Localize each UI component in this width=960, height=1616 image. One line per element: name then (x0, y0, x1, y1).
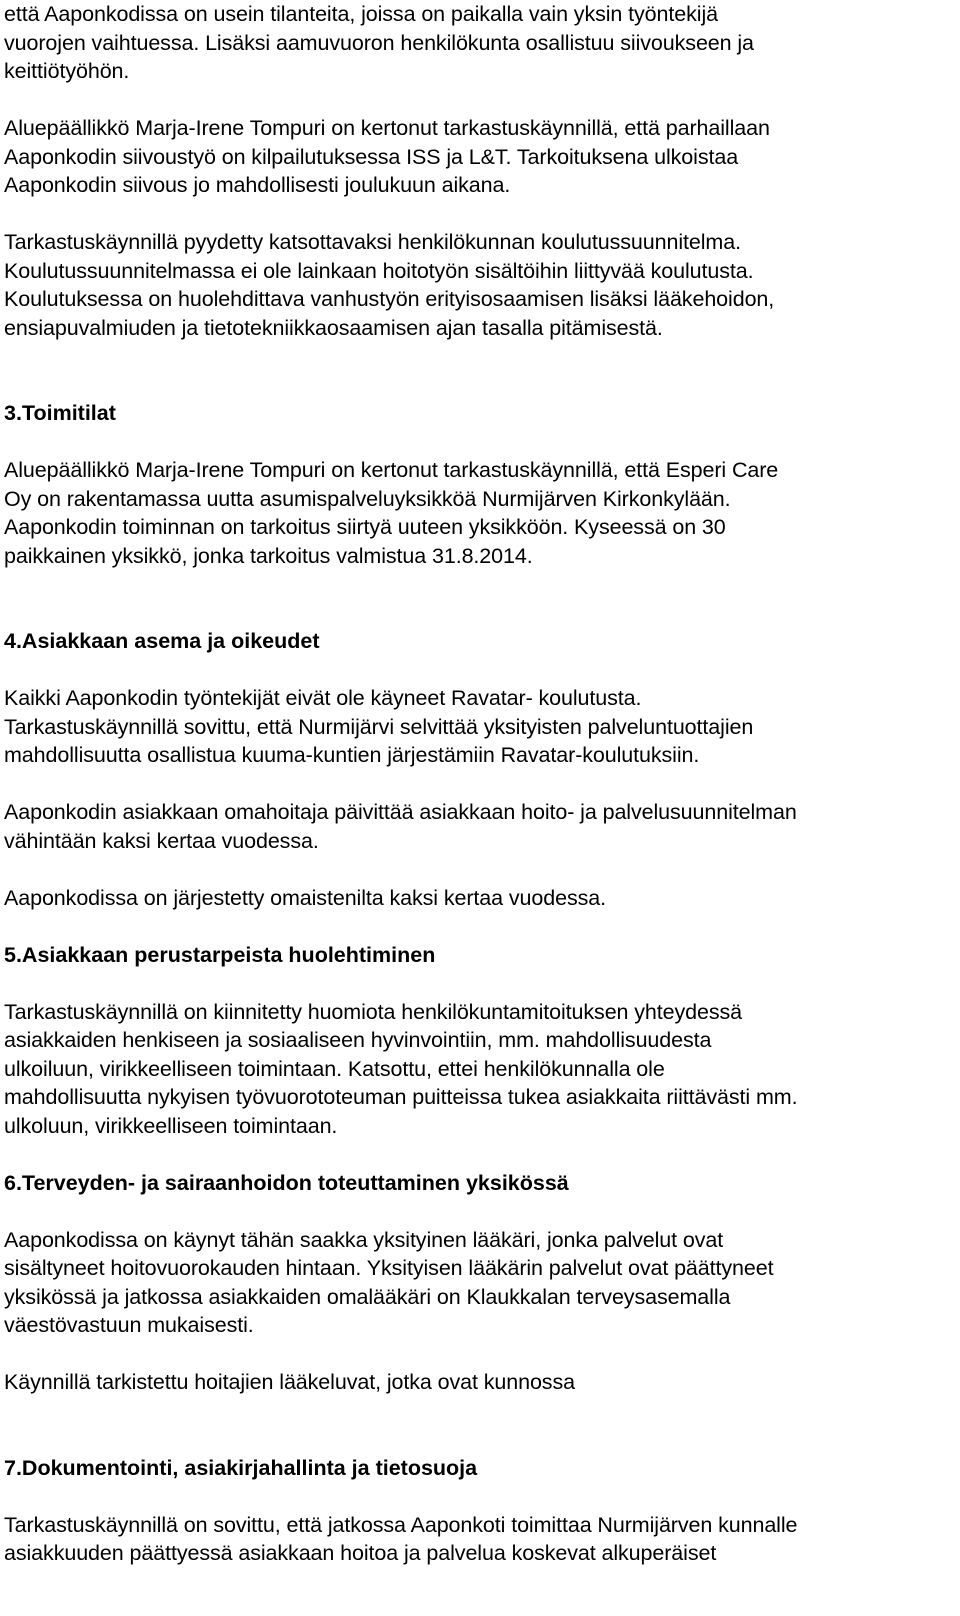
paragraph-premises (4, 456, 954, 570)
document-page (4, 0, 954, 1568)
paragraph-cleaning (4, 114, 954, 200)
text-line: Aluepäällikkö Marja-Irene Tompuri on kertonut tarkastuskäynnillä, että Esperi Care (4, 458, 779, 482)
section-heading-4: 4.Asiakkaan asema ja oikeudet (4, 629, 320, 653)
text-line: väestövastuun mukaisesti. (4, 1313, 254, 1337)
text-line: Kaikki Aaponkodin työntekijät eivät ole käyneet Ravatar- koulutusta. (4, 686, 642, 710)
text-line: asiakkuuden päättyessä asiakkaan hoitoa ja palvelua koskevat alkuperäiset (4, 1541, 717, 1565)
text-line: vuorojen vaihtuessa. Lisäksi aamuvuoron henkilökunta osallistuu siivoukseen ja (4, 30, 754, 55)
text-line: Koulutuksessa on huolehdittava vanhustyön erityisosaamisen lisäksi lääkehoidon, (4, 287, 775, 311)
text-line: asiakkaiden henkiseen ja sosiaaliseen hyvinvointiin, mm. mahdollisuudesta (4, 1028, 712, 1052)
text-line: mahdollisuutta nykyisen työvuorototeuman puitteissa tukea asiakkaita riittävästi mm. (4, 1085, 798, 1109)
text-line: Oy on rakentamassa uutta asumispalveluyksikköä Nurmijärven Kirkonkylään. (4, 486, 731, 511)
paragraph-training (4, 228, 954, 342)
text-line: ulkoiluun, virikkeelliseen toimintaan. Katsottu, ettei henkilökunnalla ole (4, 1056, 665, 1081)
text-line: yksikössä ja jatkossa asiakkaiden omalääkäri on Klaukkalan terveysasemalla (4, 1284, 731, 1309)
text-line: paikkainen yksikkö, jonka tarkoitus valmistua 31.8.2014. (4, 543, 533, 568)
text-line: Aaponkodin siivoustyö on kilpailutuksessa ISS ja L&T. Tarkoituksena ulkoistaa (4, 144, 739, 169)
text-line: vähintään kaksi kertaa vuodessa. (4, 828, 319, 853)
text-line: Tarkastuskäynnillä on sovittu, että jatkossa Aaponkoti toimittaa Nurmijärven kunnalle (4, 1512, 798, 1537)
paragraph-family-evening (4, 884, 954, 913)
paragraph-basic-needs (4, 998, 954, 1141)
text-line: mahdollisuutta osallistua kuuma-kuntien järjestämiin Ravatar-koulutuksiin. (4, 743, 700, 767)
section-heading-5: 5.Asiakkaan perustarpeista huolehtiminen (4, 942, 436, 967)
text-line: Tarkastuskäynnillä on kiinnitetty huomiota henkilökuntamitoituksen yhteydessä (4, 999, 743, 1024)
paragraph-staffing (4, 0, 954, 86)
section-heading-7: 7.Dokumentointi, asiakirjahallinta ja tietosuoja (4, 1455, 478, 1480)
text-line: Käynnillä tarkistettu hoitajien lääkeluvat, jotka ovat kunnossa (4, 1370, 575, 1394)
text-line: Koulutussuunnitelmassa ei ole lainkaan hoitotyön sisältöihin liittyvää koulutusta. (4, 258, 754, 283)
section-heading-3: 3.Toimitilat (4, 401, 116, 425)
text-line: keittiötyöhön. (4, 59, 130, 83)
text-line: Tarkastuskäynnillä sovittu, että Nurmijärvi selvittää yksityisten palveluntuottajien (4, 714, 754, 739)
text-line: Aluepäällikkö Marja-Irene Tompuri on kertonut tarkastuskäynnillä, että parhaillaan (4, 116, 770, 140)
text-line: ulkoluun, virikkeelliseen toimintaan. (4, 1113, 338, 1138)
paragraph-documentation (4, 1511, 954, 1568)
text-line: sisältyneet hoitovuorokauden hintaan. Yksityisen lääkärin palvelut ovat päättyneet (4, 1256, 774, 1280)
text-line: Aaponkodissa on käynyt tähän saakka yksityinen lääkäri, jonka palvelut ovat (4, 1227, 724, 1252)
paragraph-ravatar (4, 684, 954, 770)
section-heading-6: 6.Terveyden- ja sairaanhoidon toteuttaminen yksikössä (4, 1170, 569, 1195)
paragraph-doctor (4, 1226, 954, 1340)
text-line: Aaponkodin toiminnan on tarkoitus siirtyä uuteen yksikköön. Kyseessä on 30 (4, 515, 726, 539)
paragraph-care-plan (4, 798, 954, 855)
text-line: että Aaponkodissa on usein tilanteita, joissa on paikalla vain yksin työntekijä (4, 2, 718, 26)
paragraph-medication-permits (4, 1368, 954, 1397)
text-line: Aaponkodissa on järjestetty omaistenilta kaksi kertaa vuodessa. (4, 885, 606, 910)
text-line: Aaponkodin asiakkaan omahoitaja päivittää asiakkaan hoito- ja palvelusuunnitelman (4, 800, 797, 824)
text-line: Tarkastuskäynnillä pyydetty katsottavaksi henkilökunnan koulutussuunnitelma. (4, 230, 741, 254)
text-line: ensiapuvalmiuden ja tietotekniikkaosaamisen ajan tasalla pitämisestä. (4, 315, 663, 340)
text-line: Aaponkodin siivous jo mahdollisesti joulukuun aikana. (4, 173, 511, 197)
